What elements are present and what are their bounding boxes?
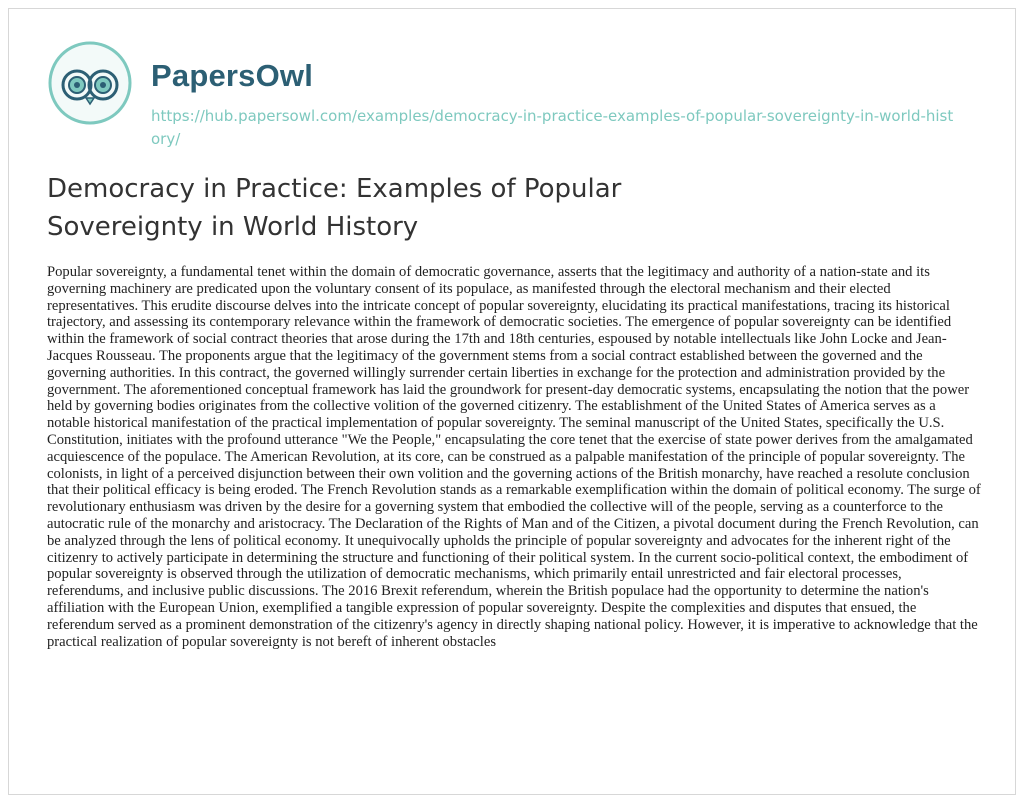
owl-eyes-icon: [47, 40, 133, 126]
document-body: Popular sovereignty, a fundamental tenet within the domain of democratic governance, asserts that the legitimacy and authority of a nation-state and its governing machinery are predicated upon the voluntary consent of its populace, as manifested through the electoral mechanism and their elected representatives. This erudite discourse delves into the intricate concept of popular sovereignty, elucidating its practical manifestations, tracing its historical trajectory, and assessing its contemporary relevance within the framework of democratic societies. The emergence of popular sovereignty can be identified within the framework of social contract theories that arose during the 17th and 18th centuries, espoused by notable intellectuals like John Locke and Jean-Jacques Rousseau. The proponents argue that the legitimacy of the government stems from a social contract established between the governed and the governing authorities. In this contract, the governed willingly surrender certain liberties in exchange for the protection and administration provided by the government. The aforementioned conceptual framework has laid the groundwork for present-day democratic systems, encapsulating the notion that the power held by governing bodies originates from the collective volition of the governed citizenry. The establishment of the United States of America serves as a notable historical manifestation of the practical implementation of popular sovereignty. The seminal manuscript of the United States, specifically the U.S. Constitution, initiates with the profound utterance "We the People," encapsulating the core tenet that the exercise of state power derives from the amalgamated acquiescence of the populace. The American Revolution, at its core, can be construed as a palpable manifestation of the principle of popular sovereignty. The colonists, in light of a perceived disjunction between their own volition and the governing actions of the British monarchy, have reached a resolute conclusion that their political efficacy is being eroded. The French Revolution stands as a remarkable exemplification within the domain of political economy. The surge of revolutionary enthusiasm was driven by the desire for a governing system that embodied the collective will of the people, serving as a counterforce to the autocratic rule of the monarchy and aristocracy. The Declaration of the Rights of Man and of the Citizen, a pivotal document during the French Revolution, can be analyzed through the lens of political economy. It unequivocally upholds the principle of popular sovereignty and advocates for the inherent right of the citizenry to actively participate in determining the structure and functioning of their political system. In the current socio-political context, the embodiment of popular sovereignty is observed through the utilization of democratic mechanisms, which primarily entail unrestricted and fair electoral processes, referendums, and inclusive public discussions. The 2016 Brexit referendum, wherein the British populace had the opportunity to determine the nation's affiliation with the European Union, exemplified a tangible expression of popular sovereignty. Despite the complexities and disputes that ensued, the referendum served as a prominent demonstration of the citizenry's agency in directly shaping national policy. However, it is imperative to acknowledge that the practical realization of popular sovereignty is not bereft of inherent obstacles: [47, 264, 981, 650]
brand-name: PapersOwl: [151, 58, 314, 93]
header: [47, 40, 967, 160]
source-url-link[interactable]: https://hub.papersowl.com/examples/democracy-in-practice-examples-of-popular-sovereignty-in-world-history/: [151, 107, 954, 148]
document-title: Democracy in Practice: Examples of Popular Sovereignty in World History: [47, 174, 622, 242]
